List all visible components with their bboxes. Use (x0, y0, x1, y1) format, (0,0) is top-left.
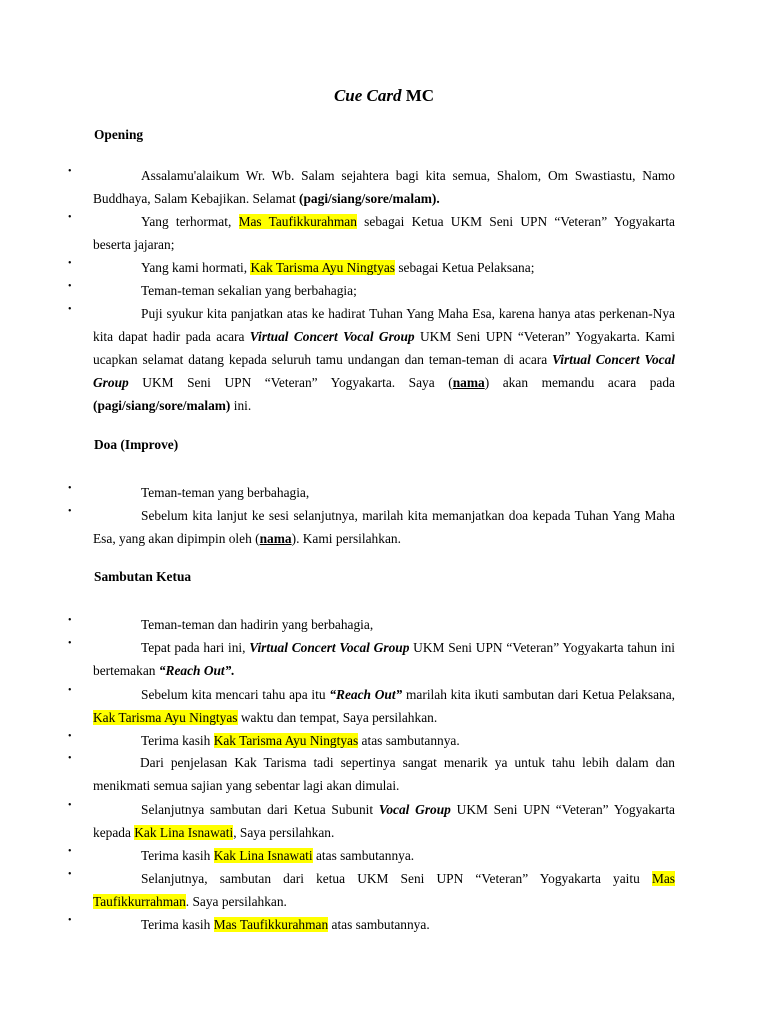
title-italic: Cue Card (333, 86, 402, 105)
list-item: • Yang terhormat, Mas Taufikkurahman sebagai Ketua UKM Seni UPN “Veteran” Yogyakarta beserta jajaran; (68, 212, 676, 252)
list-item: • Teman-teman yang berbahagia, (68, 483, 310, 500)
title-rest: MC (401, 86, 435, 105)
bullet: • (68, 869, 72, 880)
bullet: • (68, 304, 72, 315)
highlighted-name: Kak Tarisma Ayu Ningtyas (250, 260, 395, 275)
bullet: • (68, 166, 72, 177)
bullet: • (68, 212, 72, 223)
bullet: • (68, 915, 72, 926)
bullet: • (68, 753, 72, 764)
highlighted-name: Kak Lina Isnawati (134, 825, 234, 840)
bullet: • (68, 281, 72, 292)
bullet: • (68, 506, 72, 517)
list-item: • Teman-teman dan hadirin yang berbahagia, (68, 615, 374, 632)
list-item: • Assalamu'alaikum Wr. Wb. Salam sejahtera bagi kita semua, Shalom, Om Swastiastu, Namo Buddhaya, Salam Kebajikan. Selamat (pagi/siang/sore/malam). (68, 166, 675, 206)
highlighted-name: Mas Taufikkurrahman (93, 871, 675, 909)
bullet: • (68, 800, 72, 811)
list-item: • Teman-teman sekalian yang berbahagia; (68, 281, 357, 298)
page-title (0, 86, 768, 106)
bullet: • (68, 731, 72, 742)
highlighted-name: Kak Tarisma Ayu Ningtyas (213, 733, 359, 748)
list-item: • Sebelum kita lanjut ke sesi selanjutnya, marilah kita memanjatkan doa kepada Tuhan Yang Maha Esa, yang akan dipimpin oleh (nama). Kami persilahkan. (68, 506, 675, 546)
list-item: • Sebelum kita mencari tahu apa itu “Reach Out” marilah kita ikuti sambutan dari Ketua Pelaksana, Kak Tarisma Ayu Ningtyas waktu dan tempat, Saya persilahkan. (68, 685, 675, 725)
highlighted-name: Kak Tarisma Ayu Ningtyas (93, 710, 238, 725)
highlighted-name: Mas Taufikkurahman (213, 917, 329, 932)
list-item: • Puji syukur kita panjatkan atas ke hadirat Tuhan Yang Maha Esa, karena hanya atas perkenan-Nya kita dapat hadir pada acara Virtual Concert Vocal Group UKM Seni UPN “Veteran” Yogyakarta. Kami ucapkan selamat datang kepada seluruh tamu undangan dan teman-teman di acara Virtual Concert Vocal Group UKM Seni UPN “Veteran” Yogyakarta. Saya (nama) akan memandu acara pada (pagi/siang/sore/malam) ini. (68, 304, 676, 413)
section-heading-opening: Opening (94, 127, 144, 142)
list-item: • Tepat pada hari ini, Virtual Concert Vocal Group UKM Seni UPN “Veteran” Yogyakarta tahun ini bertemakan “Reach Out”. (68, 638, 675, 678)
section-heading-doa: Doa (Improve) (94, 437, 179, 452)
bullet: • (68, 685, 72, 696)
list-item: • Yang kami hormati, Kak Tarisma Ayu Ningtyas sebagai Ketua Pelaksana; (68, 258, 535, 275)
bullet: • (68, 846, 72, 857)
list-item: • Selanjutnya, sambutan dari ketua UKM Seni UPN “Veteran” Yogyakarta yaitu Mas Taufikkurrahman. Saya persilahkan. (68, 869, 675, 909)
bullet: • (68, 258, 72, 269)
bullet: • (68, 483, 72, 494)
bullet: • (68, 638, 72, 649)
list-item: • Selanjutnya sambutan dari Ketua Subunit Vocal Group UKM Seni UPN “Veteran” Yogyakarta kepada Kak Lina Isnawati, Saya persilahkan. (68, 800, 675, 840)
section-heading-sambutan: Sambutan Ketua (94, 569, 192, 584)
highlighted-name: Mas Taufikkurahman (238, 214, 357, 229)
list-item: • Dari penjelasan Kak Tarisma tadi sepertinya sangat menarik ya untuk tahu lebih dalam dan menikmati semua sajian yang sebentar lagi akan dimulai. (68, 753, 675, 793)
highlighted-name: Kak Lina Isnawati (213, 848, 313, 863)
list-item: • Terima kasih Kak Tarisma Ayu Ningtyas atas sambutannya. (68, 731, 460, 748)
list-item: • Terima kasih Mas Taufikkurahman atas sambutannya. (68, 915, 430, 932)
bullet: • (68, 615, 72, 626)
list-item: • Terima kasih Kak Lina Isnawati atas sambutannya. (68, 846, 415, 863)
